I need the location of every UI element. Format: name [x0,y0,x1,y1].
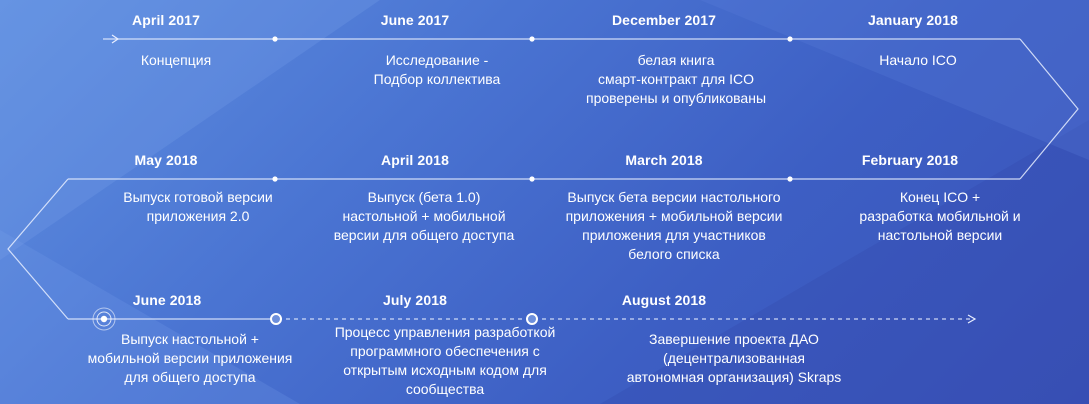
timeline-dot [529,176,534,181]
left-connector [8,179,68,319]
description-line: приложения + мобильной версии [565,208,783,224]
timeline-dot [272,176,277,181]
description-line: Завершение проекта ДАО [649,331,819,347]
description-line: Процесс управления разработкой [334,324,556,340]
description-line: приложения 2.0 [146,208,250,224]
description-line: настольной + мобильной [342,208,506,224]
description-line: автономная организация) Skraps [626,369,842,385]
milestone-date: February 2018 [861,152,959,168]
description-line: Концепция [140,52,212,68]
milestone-date: August 2018 [621,292,707,308]
milestone-date: June 2018 [132,292,202,308]
milestone-description [374,51,501,89]
description-line: проверены и опубликованы [585,90,767,106]
milestone-description [334,188,515,245]
description-line: Выпуск бета версии настольного [567,189,781,205]
description-line: версии для общего доступа [333,227,515,243]
description-line: для общего доступа [124,369,256,385]
description-line: Подбор коллектива [373,71,501,87]
description-line: настольной версии [877,227,1003,243]
milestone-date: May 2018 [134,152,198,168]
milestone-date: April 2018 [381,152,449,168]
description-line: Выпуск готовой версии [123,189,273,205]
description-line: разработка мобильной и [859,208,1021,224]
description-line: мобильной версии приложения [87,350,293,366]
description-line: Исследование - [385,52,489,68]
description-line: (децентрализованная [663,350,805,366]
description-line: белого списка [628,246,720,262]
milestone-description [586,51,766,108]
milestone-description [123,188,272,226]
milestone-date: January 2018 [868,12,958,28]
description-line: Выпуск настольной + [121,331,259,347]
description-line: открытым исходным кодом для [343,362,547,378]
milestone-description [88,330,293,387]
description-line: Начало ICO [879,52,957,68]
milestone-description [859,188,1020,245]
milestone-date: April 2017 [132,12,200,28]
milestone-description [141,51,211,70]
description-line: программного обеспечения с [350,343,540,359]
timeline-dot [529,36,534,41]
description-line: Конец ICO + [899,189,981,205]
description-line: смарт-контракт для ICO [597,71,755,87]
milestone-date: December 2017 [611,12,717,28]
milestone-date: June 2017 [380,12,450,28]
right-connector [1020,39,1078,179]
current-marker-dot [101,316,107,322]
description-line: приложения для участников [582,227,766,243]
milestone-description [566,188,783,264]
timeline-dot [787,36,792,41]
timeline-dot [272,36,277,41]
timeline-ring-dot [271,314,281,324]
description-line: Выпуск (бета 1.0) [367,189,481,205]
milestone-date: July 2018 [383,292,447,308]
milestone-description [627,330,842,387]
milestone-description [879,51,957,70]
milestone-date: March 2018 [625,152,703,168]
description-line: белая книга [637,52,715,68]
timeline-dot [787,176,792,181]
milestone-description [335,323,556,399]
description-line: сообщества [405,381,485,397]
